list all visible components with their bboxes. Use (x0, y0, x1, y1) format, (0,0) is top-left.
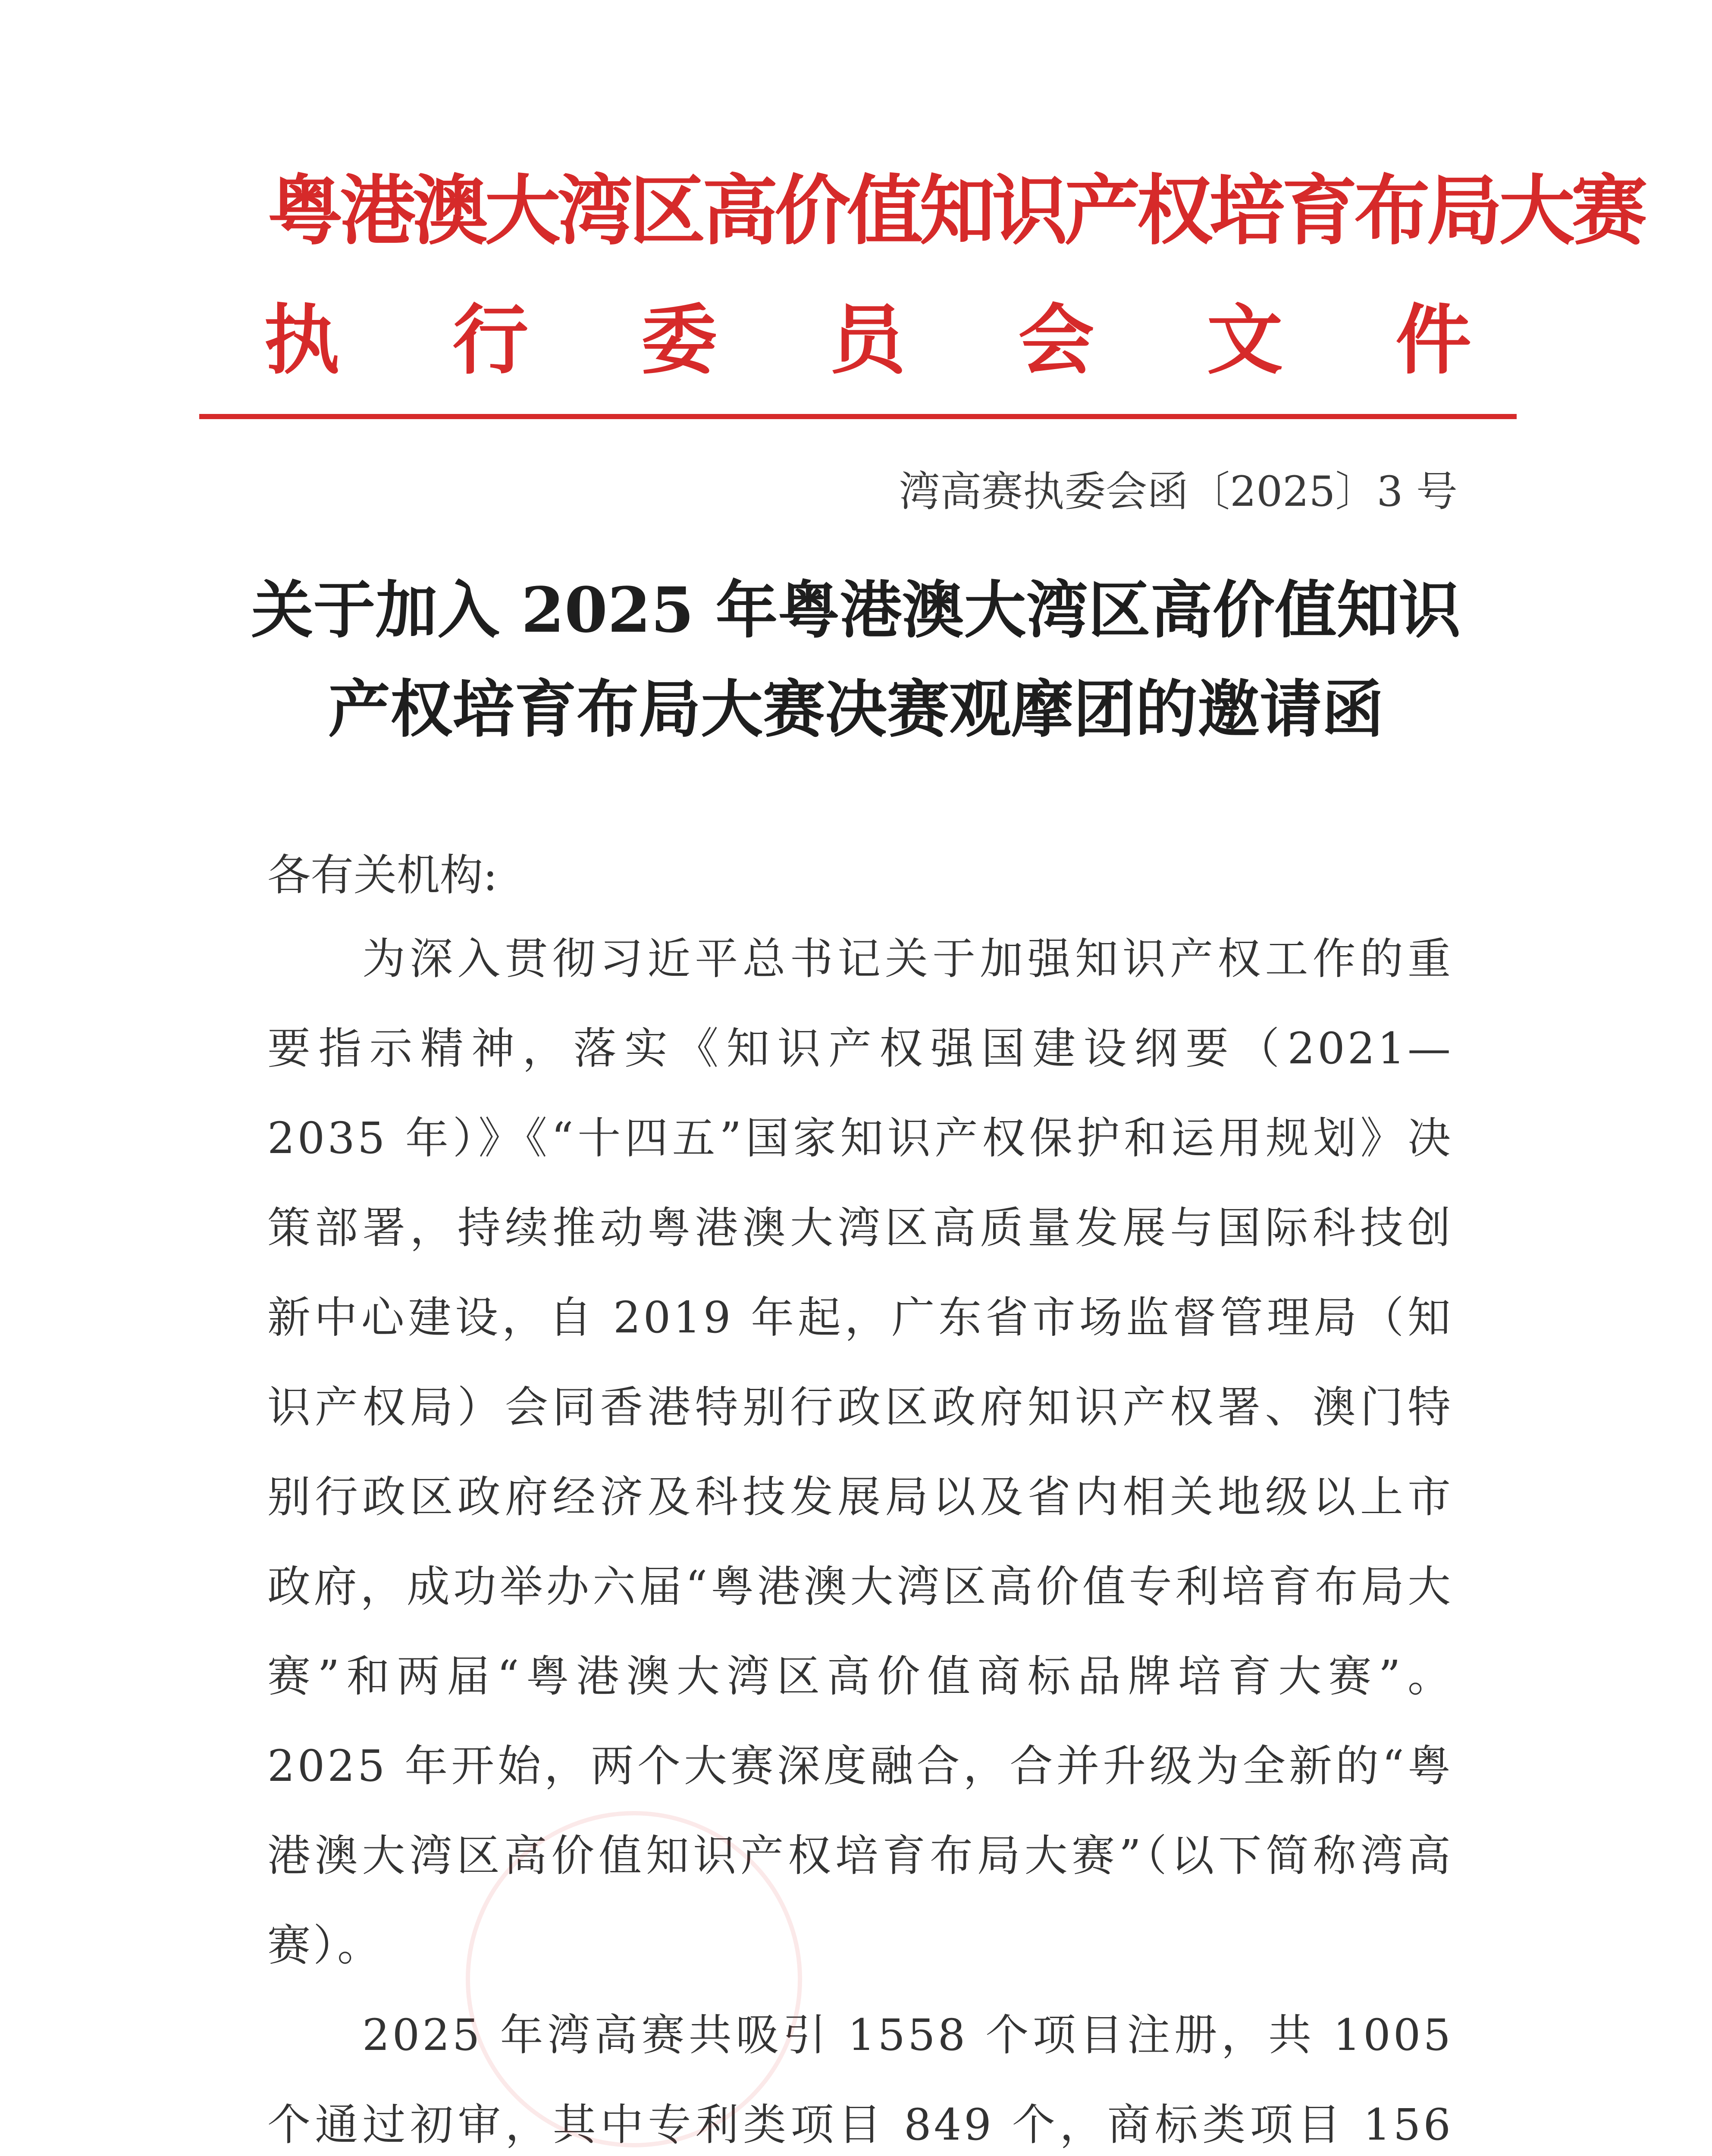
letterhead-subtitle-char: 行 (452, 296, 529, 385)
letterhead-divider (199, 414, 1517, 419)
letterhead-subtitle-char: 委 (641, 296, 717, 385)
official-seal-watermark (466, 1811, 802, 2147)
letterhead-subtitle-char: 员 (829, 296, 906, 385)
letterhead-subtitle-char: 会 (1018, 296, 1094, 385)
document-title (216, 561, 1496, 759)
letterhead-subtitle (264, 298, 1471, 384)
document-title-line: 产权培育布局大赛决赛观摩团的邀请函 (328, 673, 1384, 746)
letterhead-subtitle-char: 件 (1395, 296, 1471, 385)
body-paragraph: 2025 年湾高赛共吸引 1558 个项目注册，共 1005 个通过初审，其中专利类项目 849 个，商标类项目 156 (267, 2010, 1453, 2150)
document-title-line: 关于加入 2025 年粤港澳大湾区高价值知识 (251, 573, 1461, 646)
letterhead-subtitle-char: 文 (1207, 296, 1283, 385)
document-number: 湾高赛执委会函〔2025〕3 号 (899, 467, 1458, 516)
salutation: 各有关机构: (267, 850, 498, 900)
letterhead-title: 粤港澳大湾区高价值知识产权培育布局大赛 (267, 167, 1644, 255)
body-text (267, 914, 1453, 2156)
body-paragraph: 为深入贯彻习近平总书记关于加强知识产权工作的重要指示精神，落实《知识产权强国建设纲要（2021—2035 年）》《“十四五”国家知识产权保护和运用规划》决策部署，持续推动粤港澳大湾区高质量发展与国际科技创新中心建设，自 2019 年起，广东省市场监督管理局（知识产权局）会同香港特别行政区政府知识产权署、澳门特别行政区政府经济及科技发展局以及省内相关地级以上市政府，成功举办六届“粤港澳大湾区高价值专利培育布局大赛”和两届“粤港澳大湾区高价值商标品牌培育大赛”。2025 年开始，两个大赛深度融合，合并升级为全新的“粤港澳大湾区高价值知识产权培育布局大赛”（以下简称湾高赛）。 (267, 934, 1453, 1971)
letterhead-subtitle-char: 执 (264, 296, 340, 385)
